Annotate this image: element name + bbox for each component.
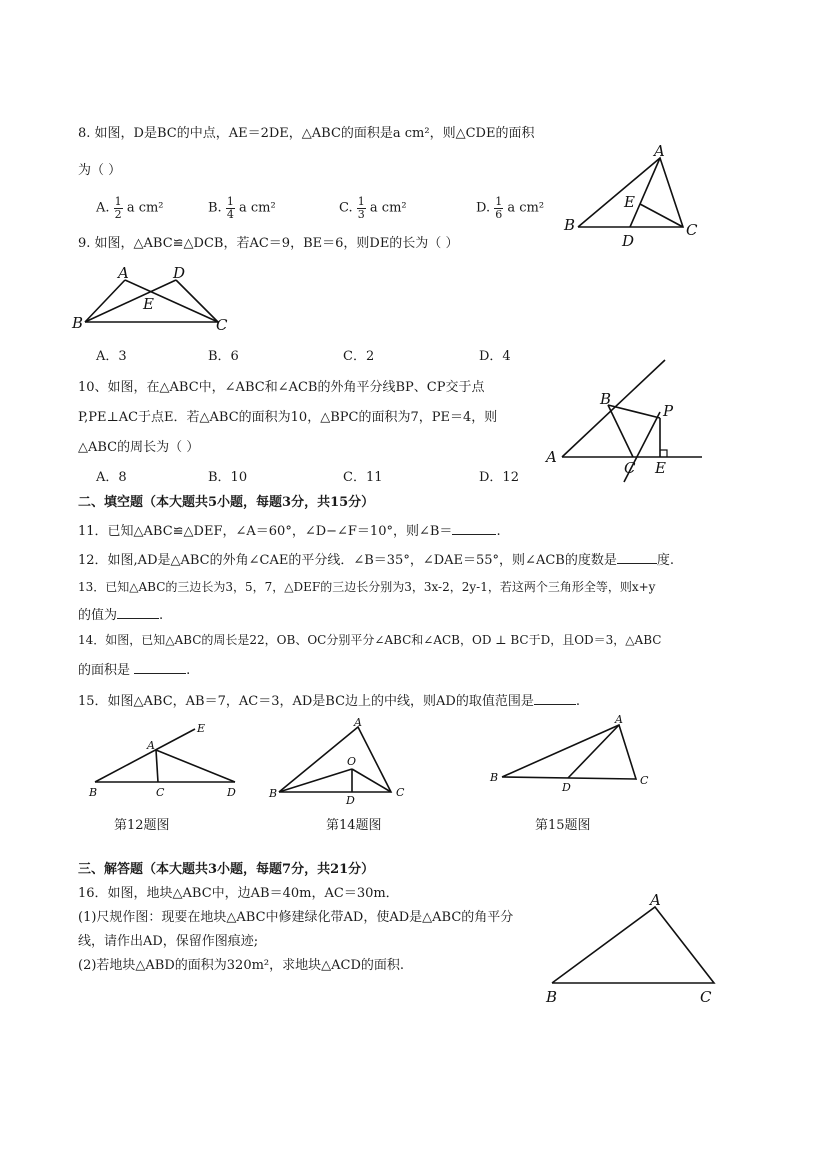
q8-option-b-den: 4 (226, 207, 234, 221)
q13-tail: . (159, 608, 164, 623)
q16-stem-line1: 16．如图，地块△ABC中，边AB＝40m，AC＝30m． (78, 886, 399, 901)
q8-label-c: C (686, 221, 698, 239)
q14-answer-blank (134, 661, 186, 674)
q8-label-d: D (622, 232, 635, 250)
fig12-label-e: E (197, 722, 206, 735)
fig12-label-b: B (89, 786, 98, 799)
q16-triangle (552, 907, 714, 983)
q16-label-a: A (650, 891, 661, 909)
figure-12 (85, 720, 250, 800)
fig12-label-d: D (227, 786, 236, 799)
q8-option-a-letter: A. (96, 200, 110, 216)
q15-answer-blank (534, 692, 576, 705)
q10-segment-bp (608, 405, 660, 418)
q11-row (78, 522, 501, 540)
q8-option-c-fraction (357, 196, 366, 220)
fig14-label-c: C (396, 786, 405, 799)
q14-row2 (78, 661, 190, 679)
q9-label-c: C (216, 316, 228, 334)
q8-option-c (339, 196, 407, 220)
q15-row (78, 692, 580, 710)
fig12-segment-ad (156, 750, 235, 782)
q9-option-d: D．4 (479, 349, 511, 364)
q15-stem: 15．如图△ABC，AB＝7，AC＝3，AD是BC边上的中线，则AD的取值范围是 (78, 694, 534, 709)
figure-15 (490, 712, 660, 802)
fig12-ray-be (95, 729, 195, 782)
fig15-triangle (502, 725, 636, 779)
q8-label-e: E (624, 193, 635, 211)
q8-option-b-num: 1 (226, 195, 234, 208)
section-3-heading: 三、解答题（本大题共3小题，每题7分，共21分） (78, 862, 375, 877)
q9-label-e: E (143, 295, 154, 313)
q8-option-b-fraction (226, 196, 235, 220)
fig14-label-o: O (347, 755, 357, 768)
q12-tail: 度. (656, 553, 674, 568)
q13-answer-blank (117, 606, 159, 619)
q10-label-e: E (655, 459, 666, 477)
q10-label-c: C (624, 459, 636, 477)
q8-stem-line2: 为（ ） (78, 163, 122, 178)
q10-label-a: A (546, 448, 557, 466)
fig12-label-c: C (156, 786, 165, 799)
q13-stem-line1: 13．已知△ABC的三边长为3，5，7，△DEF的三边长分别为3，3x-2，2y-1，若这两个三角形全等，则x+y (78, 580, 656, 594)
q9-segment-bd (85, 280, 176, 322)
q8-option-a (96, 196, 164, 220)
q9-label-d: D (173, 264, 186, 282)
q15-tail: . (575, 694, 580, 709)
q16-figure (540, 885, 725, 1010)
q8-option-c-letter: C. (339, 200, 353, 216)
q10-option-c: C．11 (343, 470, 383, 485)
fig15-label-c: C (640, 774, 649, 787)
q8-option-b-unit: a cm² (238, 200, 276, 216)
q12-row (78, 551, 674, 569)
q10-label-p: P (663, 402, 674, 420)
q12-answer-blank (617, 551, 657, 564)
q8-option-d (476, 196, 544, 220)
q13-stem-line2: 的值为 (78, 608, 118, 623)
q13-row2 (78, 606, 163, 624)
q14-stem-line2: 的面积是 (78, 663, 131, 678)
q10-stem-line1: 10、如图，在△ABC中，∠ABC和∠ACB的外角平分线BP、CP交于点 (78, 380, 485, 395)
figure-14 (265, 715, 415, 810)
q8-option-c-den: 3 (357, 207, 365, 221)
q16-part2: (2)若地块△ABD的面积为320m²，求地块△ACD的面积. (78, 958, 405, 973)
q16-part1-line2: 线，请作出AD，保留作图痕迹; (78, 934, 259, 949)
figure-12-caption: 第12题图 (114, 818, 170, 833)
q8-option-c-unit: a cm² (369, 200, 407, 216)
q8-option-d-fraction (494, 196, 503, 220)
q8-option-b (208, 196, 276, 220)
q10-option-d: D．12 (479, 470, 519, 485)
q8-option-a-num: 1 (114, 195, 122, 208)
q9-figure (70, 262, 240, 337)
q11-stem: 11．已知△ABC≌△DEF，∠A＝60°，∠D−∠F＝10°，则∠B＝ (78, 524, 453, 539)
fig14-label-d: D (346, 794, 355, 807)
q16-label-b: B (546, 988, 558, 1006)
figure-15-caption: 第15题图 (535, 818, 591, 833)
q10-right-angle-mark (660, 450, 667, 457)
q8-option-d-num: 1 (495, 195, 503, 208)
q8-option-a-fraction (114, 196, 123, 220)
fig15-label-d: D (562, 781, 571, 794)
q8-stem-line1: 8. 如图，D是BC的中点，AE＝2DE，△ABC的面积是a cm²，则△CDE的面积 (78, 126, 535, 141)
fig14-label-b: B (269, 787, 278, 800)
q8-option-d-unit: a cm² (507, 200, 545, 216)
q10-figure (540, 360, 715, 490)
q9-segment-ab (85, 280, 125, 322)
q8-option-d-den: 6 (495, 207, 503, 221)
fig12-label-a: A (147, 739, 155, 752)
q8-option-a-unit: a cm² (126, 200, 164, 216)
fig15-segment-ad (568, 725, 619, 778)
q16-label-c: C (700, 988, 712, 1006)
q9-label-a: A (118, 264, 129, 282)
q9-option-c: C．2 (343, 349, 375, 364)
q11-answer-blank (452, 522, 496, 535)
q8-figure (560, 140, 710, 250)
q10-label-b: B (600, 390, 612, 408)
fig14-segment-bo (279, 769, 352, 792)
fig15-label-a: A (615, 713, 623, 726)
fig14-label-a: A (354, 716, 362, 729)
fig12-segment-ac (156, 750, 158, 782)
q9-option-a: A．3 (96, 349, 127, 364)
q9-segment-ac (125, 280, 218, 322)
fig15-label-b: B (490, 771, 499, 784)
q9-label-b: B (72, 314, 84, 332)
q16-part1-line1: (1)尺规作图：现要在地块△ABC中修建绿化带AD，使AD是△ABC的角平分 (78, 910, 514, 925)
q14-tail: . (186, 663, 191, 678)
q8-label-a: A (654, 142, 665, 160)
q11-tail: . (496, 524, 501, 539)
q10-stem-line2: P,PE⊥AC于点E．若△ABC的面积为10，△BPC的面积为7，PE＝4，则 (78, 410, 498, 425)
section-2-heading: 二、填空题（本大题共5小题，每题3分，共15分） (78, 495, 375, 510)
q12-stem: 12．如图,AD是△ABC的外角∠CAE的平分线．∠B＝35°，∠DAE＝55°，则∠ACB的度数是 (78, 553, 617, 568)
q14-stem-line1: 14．如图，已知△ABC的周长是22，OB、OC分别平分∠ABC和∠ACB，OD ⊥ BC于D，且OD＝3，△ABC (78, 633, 662, 647)
q9-option-b: B．6 (208, 349, 239, 364)
q10-stem-line3: △ABC的周长为（ ） (78, 440, 200, 455)
q10-option-a: A．8 (96, 470, 127, 485)
q8-option-c-num: 1 (357, 195, 365, 208)
q8-option-a-den: 2 (114, 207, 122, 221)
q9-stem: 9. 如图，△ABC≌△DCB，若AC＝9，BE＝6，则DE的长为（ ） (78, 236, 459, 251)
q8-label-b: B (564, 216, 576, 234)
q10-ray-ab (562, 360, 665, 457)
q8-option-d-letter: D. (476, 200, 491, 216)
q9-segment-dc (176, 280, 218, 322)
q10-segment-bc (608, 405, 633, 457)
q8-option-b-letter: B. (208, 200, 222, 216)
figure-14-caption: 第14题图 (326, 818, 382, 833)
q10-option-b: B．10 (208, 470, 248, 485)
